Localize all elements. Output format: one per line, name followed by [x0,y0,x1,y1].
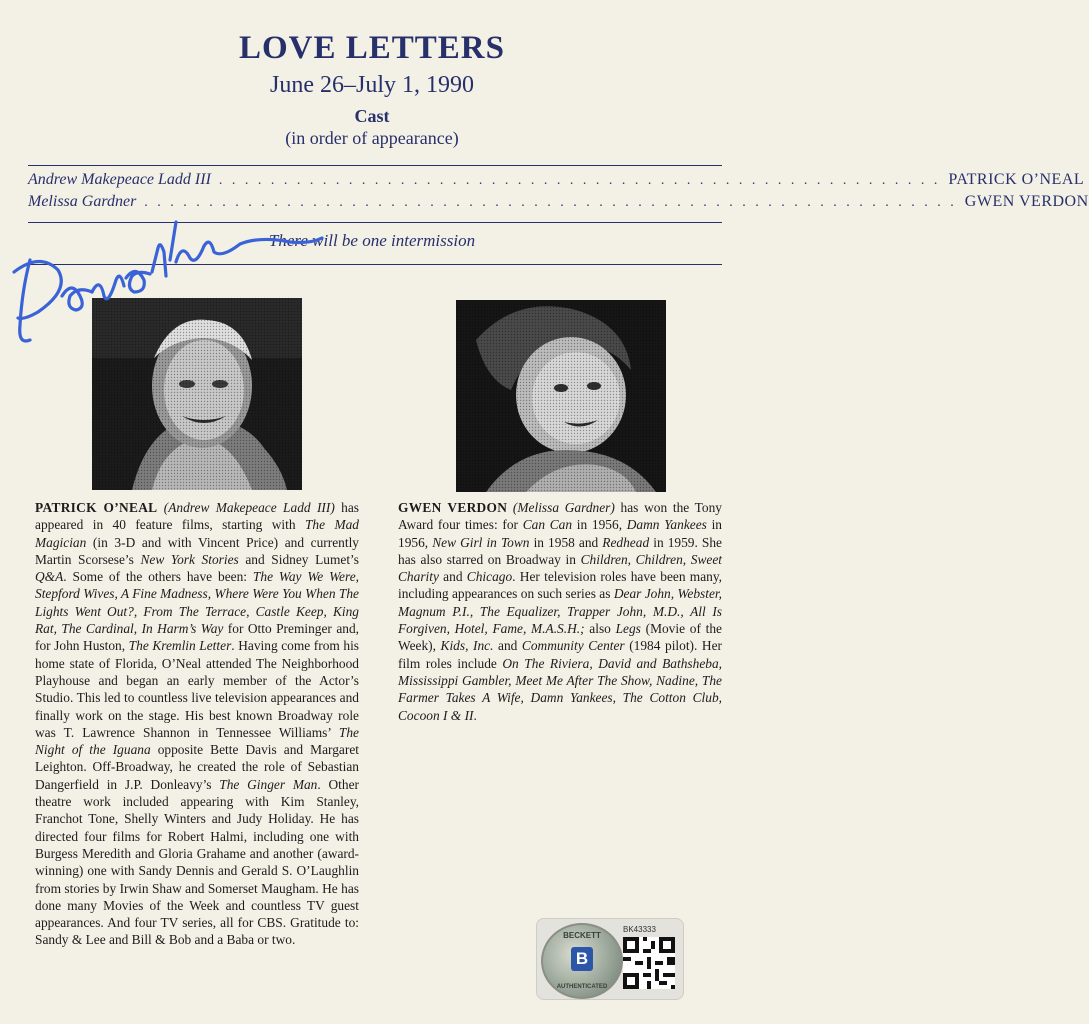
gwen-verdon-photo [456,300,666,492]
bio-text: . [473,707,477,723]
bio-text: and Sidney Lumet’s [238,551,359,567]
bio-title: Dear John, Webster, Magnum P.I., The Equalizer, Trapper John, M.D., All Is Forgiven, Hotel, Fame, M.A.S.H.; [398,586,722,637]
bio-text: (in 3-D and with Vincent Price) and currently Martin Scorsese’s [35,534,359,567]
bio-role: (Melissa Gardner) [512,500,615,515]
bio-title: The Night of the Iguana [35,724,359,758]
leader-dots: . . . . . . . . . . . . . . . . . . . . . . . . . . . . . . . . . . . . . . . . . . . . . . . . . . . . . . . . [218,173,941,188]
bio-title: New Girl in Town [432,534,530,550]
bio-name: PATRICK O’NEAL [35,500,158,515]
bio-text: also [584,621,616,637]
patrick-oneal-bio [35,499,359,949]
bio-text: (Movie of the Week), [398,621,722,654]
bio-title: New York Stories [140,551,239,567]
program-title: LOVE LETTERS [238,30,505,66]
bio-text: and [493,638,522,654]
bio-text: in 1958 and [529,534,603,550]
bio-text: has won the Tony Award four times: for [398,500,723,533]
seal-bottom-text: AUTHENTICATED [556,984,608,990]
bio-text: . Having come from his home state of Florida, O’Neal attended The Neighborhood Playhouse and began an early member of the Actor’s Studio. This led to countless live television appearances and finally work on the stage. His best known Broadway role was T. Lawrence Shannon in Tennessee Williams’ [35,638,360,740]
cast-role: Melissa Gardner [28,193,137,210]
bio-text: in 1956, [398,517,722,550]
bio-text: in 1956, [572,517,627,533]
bio-text: . Some of the others have been: [63,569,253,585]
certificate-id: BK43333 [623,925,656,934]
bio-text: . Other theatre work included appearing with Kim Stanley, Franchot Tone, Shelly Winters and Judy Holiday. He has directed four films for Robert Halmi, including one with Burgess Meredith and Gloria Grahame and another (award-winning) one with Sandy Dennis and Gerald S. O’Laughlin from stories by Irwin Shaw and Somerset Maugham. He has done many Movies of the Week and countless TV guest appearances. And four TV series, all for CBS. Gratitude to: Sandy & Lee and Bill & Bob and a Baba or two. [35,776,359,948]
bio-title: Damn Yankees [626,517,707,533]
bio-title: The Mad Magician [35,517,359,550]
bio-title: Redhead [602,534,650,550]
bio-title: On The Riviera, David and Bathsheba, Mississippi Gambler, Meet Me After The Show, Nadine, The Farmer Takes A Wife, Damn Yankees, The Cotton Club, Cocoon I & II [398,655,722,723]
authentication-sticker [536,918,684,1000]
cast-heading: Cast [354,106,390,126]
bio-title: Q&A [35,569,64,585]
bio-title: Chicago [466,569,513,585]
bio-name: GWEN VERDON [398,500,508,515]
top-rule [28,165,722,166]
cast-actor: PATRICK O’NEAL [948,171,1085,188]
bio-text: and [438,569,467,585]
bio-text: has appeared in 40 feature films, starting with [35,500,359,533]
beckett-logo-icon: B [571,947,593,971]
bio-text: opposite Bette Davis and Margaret Leighton. Off-Broadway, he created the role of Sebastian Dangerfield in J.P. Donleavy’s [35,742,359,792]
cast-role: Andrew Makepeace Ladd III [28,171,211,188]
leader-dots: . . . . . . . . . . . . . . . . . . . . . . . . . . . . . . . . . . . . . . . . . . . . . . . . . . . . . . . . . . . . . . . [144,195,957,210]
intermission-note: There will be one intermission [268,231,476,250]
cast-actor: GWEN VERDON [964,193,1089,210]
bio-text: . Her television roles have been many, including appearances on such series as [398,569,723,602]
bio-title: Kids, Inc. [440,638,494,654]
bio-role: (Andrew Makepeace Ladd III) [163,500,335,515]
bio-title: Community Center [521,638,625,654]
bio-text: (1984 pilot). Her film roles include [398,638,722,671]
bio-title: Children, Children, Sweet Charity [398,551,723,585]
run-dates: June 26–July 1, 1990 [270,72,474,98]
seal-top-text: BECKETT [563,931,601,940]
bio-title: Can Can [522,517,573,533]
qr-code-icon [623,937,675,989]
autograph-signature [0,200,330,360]
bio-title: Legs [615,621,641,637]
bio-text: in 1959. She has also starred on Broadway in [398,534,722,567]
bio-title: The Kremlin Letter [128,638,232,654]
cast-row [28,171,1085,193]
gwen-verdon-bio [398,499,722,724]
bio-text: for Otto Preminger and, for John Huston, [35,621,359,654]
beckett-hologram-seal [541,923,623,999]
bio-title: The Ginger Man [219,776,318,792]
cast-subheading: (in order of appearance) [285,128,459,148]
bio-title: The Way We Were, Stepford Wives, A Fine Madness, Where Were You When The Lights Went Out?, From The Terrace, Castle Keep, King Rat, The Cardinal, In Harm’s Way [35,569,360,637]
